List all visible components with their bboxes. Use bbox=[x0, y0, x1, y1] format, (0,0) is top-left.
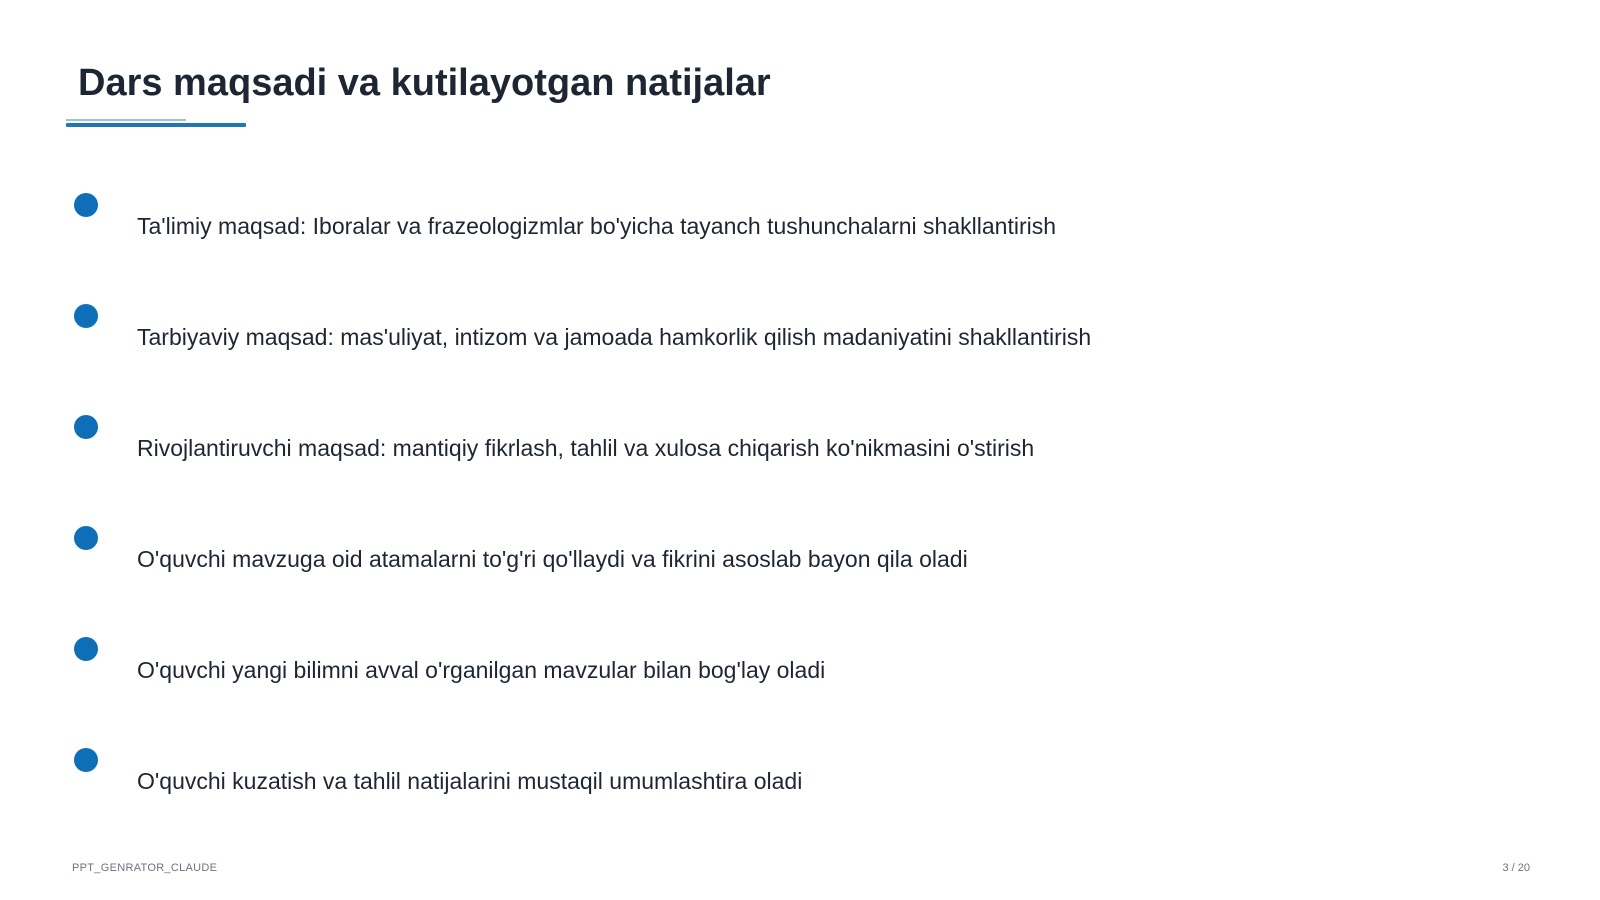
list-item-text: O'quvchi mavzuga oid atamalarni to'g'ri qo'llaydi va fikrini asoslab bayon qila oladi bbox=[137, 546, 968, 572]
list-item-text: Rivojlantiruvchi maqsad: mantiqiy fikrlash, tahlil va xulosa chiqarish ko'nikmasini o'stirish bbox=[137, 435, 1035, 461]
bullet-icon bbox=[74, 748, 98, 772]
list-item bbox=[0, 193, 1600, 253]
footer-source-label: PPT_GENRATOR_CLAUDE bbox=[72, 862, 218, 874]
list-item-text: O'quvchi kuzatish va tahlil natijalarini mustaqil umumlashtira oladi bbox=[137, 768, 803, 794]
list-item bbox=[0, 748, 1600, 808]
bullet-icon bbox=[74, 637, 98, 661]
slide-title: Dars maqsadi va kutilayotgan natijalar bbox=[78, 62, 771, 104]
list-item bbox=[0, 304, 1600, 364]
list-item-text: Tarbiyaviy maqsad: mas'uliyat, intizom va jamoada hamkorlik qilish madaniyatini shakllantirish bbox=[137, 324, 1092, 350]
bullet-icon bbox=[74, 415, 98, 439]
bullet-icon bbox=[74, 304, 98, 328]
page-number: 3 / 20 bbox=[1502, 862, 1530, 874]
list-item-text: Ta'limiy maqsad: Iboralar va frazeologizmlar bo'yicha tayanch tushunchalarni shakllantirish bbox=[137, 213, 1057, 239]
list-item bbox=[0, 415, 1600, 475]
list-item-text: O'quvchi yangi bilimni avval o'rganilgan mavzular bilan bog'lay oladi bbox=[137, 657, 826, 683]
list-item bbox=[0, 526, 1600, 586]
bullet-icon bbox=[74, 526, 98, 550]
bullet-icon bbox=[74, 193, 98, 217]
list-item bbox=[0, 637, 1600, 697]
